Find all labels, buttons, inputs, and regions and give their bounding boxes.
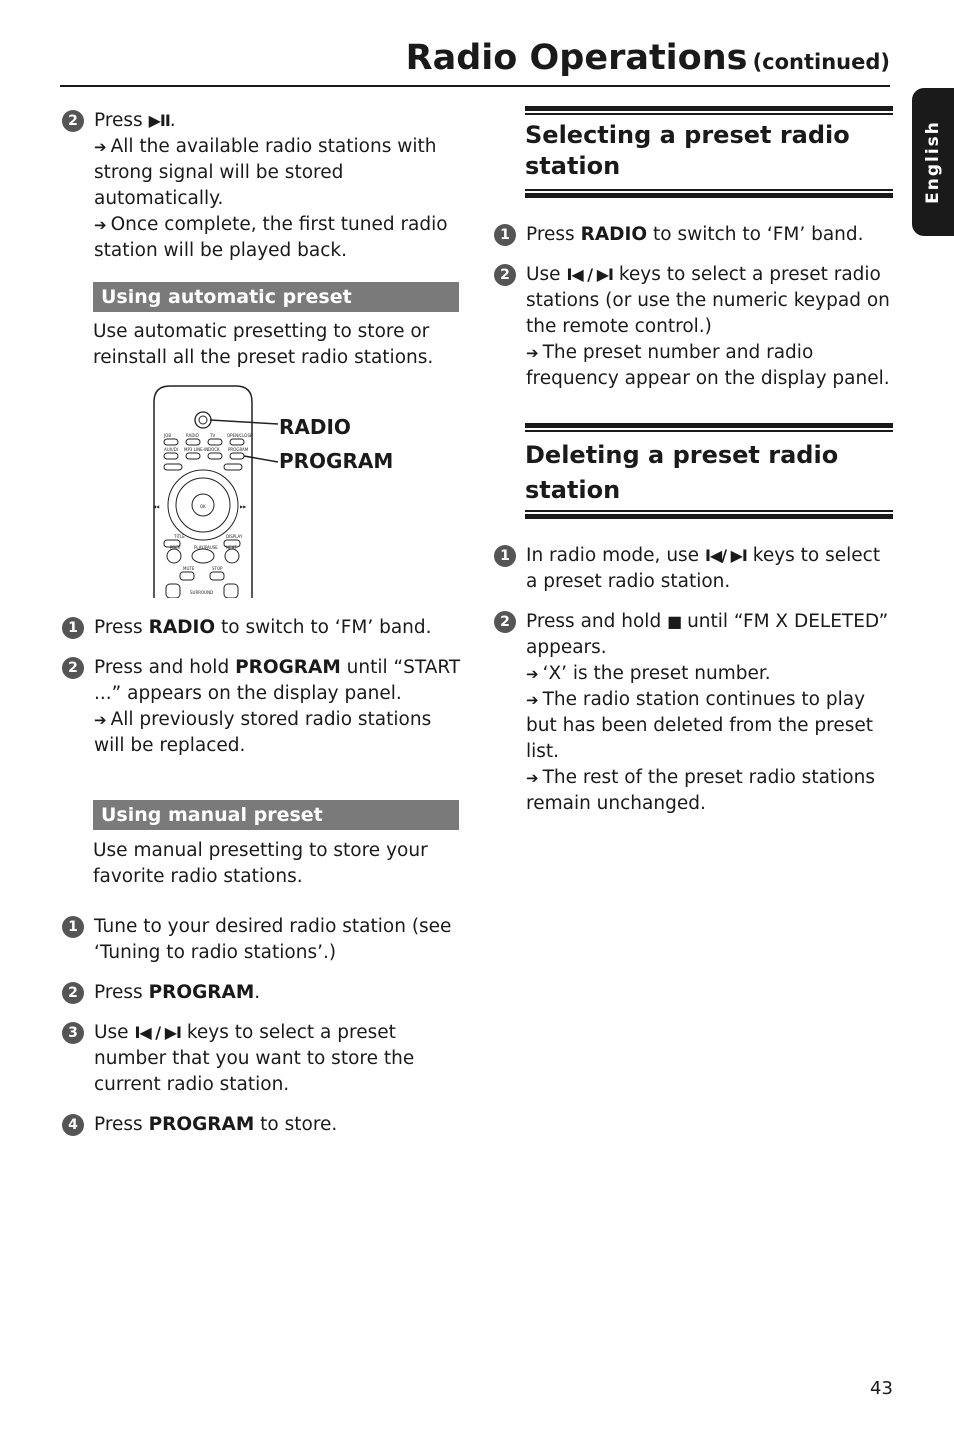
svg-text:▶▶: ▶▶ (240, 504, 247, 509)
label-radio: RADIO (279, 415, 351, 439)
section-rule (525, 193, 893, 198)
svg-text:RADIO: RADIO (186, 433, 199, 438)
selecting-heading: Selecting a preset radio station (525, 121, 850, 180)
step-number: 2 (62, 110, 84, 132)
manual-preset-heading: Using manual preset (93, 800, 459, 830)
svg-text:PREV: PREV (170, 545, 181, 550)
title-rule (60, 85, 890, 87)
svg-text:DISPLAY: DISPLAY (226, 534, 243, 539)
language-tab (912, 88, 954, 236)
svg-text:TITLE: TITLE (174, 534, 185, 539)
manual-step-3: 3 Use I◀ / ▶I keys to select a preset number that you want to store the current radio station. (62, 1020, 462, 1098)
select-step-2: 2 Use I◀ / ▶I keys to select a preset radio stations (or use the numeric keypad on the remote control.) ➔ The preset number and radio frequency appear on the display panel. (494, 262, 894, 392)
page-title (406, 38, 890, 78)
arrow-icon: ➔ (94, 216, 107, 234)
svg-text:MP3 LINE-IN: MP3 LINE-IN (184, 447, 209, 452)
section-rule (525, 423, 893, 428)
select-step-1: 1 Press RADIO to switch to ‘FM’ band. (494, 222, 894, 248)
svg-text:AUX/DI: AUX/DI (164, 447, 179, 452)
svg-text:◀◀: ◀◀ (153, 504, 160, 509)
delete-step-2: 2 Press and hold ■ until “FM X DELETED” appears. ➔ ‘X’ is the preset number. ➔ The radio station continues to play but has been deleted from the preset list. ➔ The rest of the preset radio stations remain unchanged. (494, 609, 894, 817)
arrow-icon: ➔ (94, 711, 107, 729)
arrow-icon: ➔ (526, 665, 539, 683)
manual-step-1: 1 Tune to your desired radio station (see ‘Tuning to radio stations’.) (62, 914, 462, 966)
prev-next-keys: I◀/ ▶I (704, 546, 747, 565)
auto-preset-heading: Using automatic preset (93, 282, 459, 312)
svg-text:PROGRAM: PROGRAM (228, 447, 249, 452)
svg-text:MUTE: MUTE (183, 566, 195, 571)
arrow-icon: ➔ (526, 344, 539, 362)
step-number: 2 (62, 657, 84, 679)
auto-step-2: 2 Press and hold PROGRAM until “START ...” appears on the display panel. ➔ All previously stored radio stations will be replaced. (62, 655, 462, 759)
section-rule (525, 514, 893, 519)
arrow-icon: ➔ (526, 691, 539, 709)
arrow-icon: ➔ (526, 769, 539, 787)
step-number: 3 (62, 1022, 84, 1044)
intro-step: 2 Press ▶II. ➔ All the available radio stations with strong signal will be stored automatically. ➔ Once complete, the first tuned radio station will be played back. (62, 108, 462, 264)
step-number: 1 (62, 617, 84, 639)
auto-step-1: 1 Press RADIO to switch to ‘FM’ band. (62, 615, 462, 641)
svg-text:JOB: JOB (164, 433, 172, 438)
step-number: 1 (62, 916, 84, 938)
step-number: 2 (494, 264, 516, 286)
section-rule (525, 106, 893, 111)
section-rule (525, 510, 893, 512)
step-number: 2 (62, 982, 84, 1004)
manual-step-2: 2 Press PROGRAM. (62, 980, 462, 1006)
title-continued: (continued) (752, 50, 890, 74)
arrow-icon: ➔ (94, 138, 107, 156)
svg-text:OK: OK (200, 504, 206, 509)
svg-text:DOCK: DOCK (208, 447, 220, 452)
title-main: Radio Operations (405, 38, 748, 78)
step-number: 1 (494, 224, 516, 246)
step-number: 2 (494, 611, 516, 633)
svg-text:PLAY/PAUSE: PLAY/PAUSE (194, 545, 218, 550)
remote-control-illustration (150, 384, 280, 598)
deleting-heading: Deleting a preset radio station (525, 441, 839, 504)
manual-preset-desc: Use manual presetting to store your favorite radio stations. (93, 840, 428, 887)
step-number: 4 (62, 1114, 84, 1136)
stop-key-icon: ■ (667, 612, 682, 631)
prev-next-keys: I◀ / ▶I (134, 1023, 181, 1042)
language-tab-label: English (923, 120, 943, 204)
auto-preset-desc: Use automatic presetting to store or reinstall all the preset radio stations. (93, 321, 434, 368)
play-pause-key: ▶II (148, 111, 170, 130)
page-number: 43 (870, 1378, 893, 1399)
svg-text:SURROUND: SURROUND (190, 590, 214, 595)
manual-step-4: 4 Press PROGRAM to store. (62, 1112, 462, 1138)
step-number: 1 (494, 545, 516, 567)
svg-text:NEXT: NEXT (226, 545, 237, 550)
section-rule (525, 189, 893, 191)
section-rule (525, 430, 893, 432)
prev-next-keys: I◀ / ▶I (566, 265, 613, 284)
label-program: PROGRAM (279, 449, 394, 473)
svg-text:OPEN/CLOSE: OPEN/CLOSE (227, 433, 253, 438)
delete-step-1: 1 In radio mode, use I◀/ ▶I keys to select a preset radio station. (494, 543, 894, 595)
section-rule (525, 113, 893, 115)
svg-text:STOP: STOP (212, 566, 223, 571)
svg-text:TV: TV (210, 433, 216, 438)
